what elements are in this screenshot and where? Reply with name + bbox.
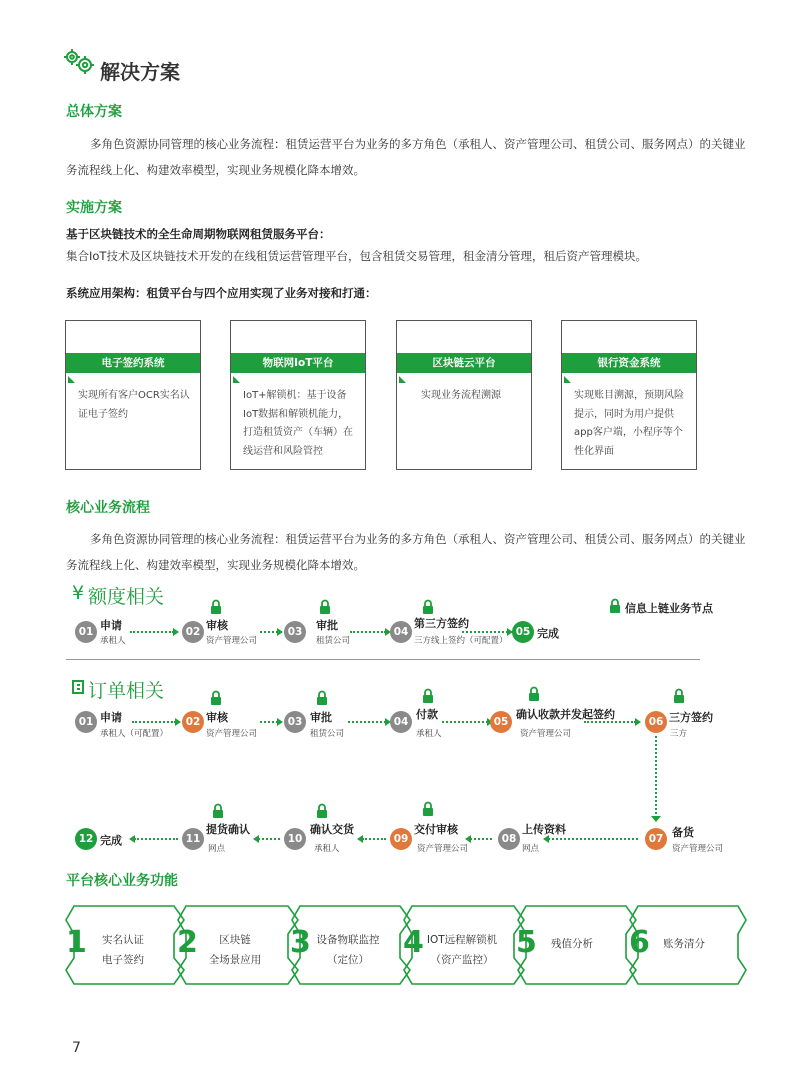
function-line: 实名认证 <box>102 934 144 946</box>
impl-heading: 实施方案 <box>66 200 122 216</box>
step-label: 完成 <box>537 627 559 640</box>
overview-paragraph: 多角色资源协同管理的核心业务流程：租赁运营平台为业务的多方角色（承租人、资产管理公司、租赁公司、服务网点）的关键业务流程线上化、构建效率模型，实现业务规模化降本增效。 <box>66 137 746 177</box>
step-label: 审批 <box>316 619 338 632</box>
system-box-esign <box>65 320 201 470</box>
function-item-5 <box>536 934 608 954</box>
lock-icon <box>210 690 222 706</box>
function-line: 电子签约 <box>102 954 144 966</box>
step-label: 第三方签约 <box>414 617 469 630</box>
quota-step-02: 02 <box>182 621 204 643</box>
corner-marker <box>564 376 571 383</box>
step-role: 资产管理公司 <box>206 729 258 739</box>
order-icon <box>72 680 84 694</box>
order-step-06: 06 <box>645 711 667 733</box>
order-title: 订单相关 <box>88 680 165 702</box>
lock-icon <box>609 598 621 614</box>
step-role: 资产管理公司 <box>520 729 572 739</box>
order-step-12: 12 <box>75 828 97 850</box>
functions-heading: 平台核心业务功能 <box>66 873 178 889</box>
flow-arrow <box>470 838 492 840</box>
function-number: 5 <box>516 925 537 960</box>
step-label: 审核 <box>206 711 228 724</box>
flow-arrow <box>548 838 638 840</box>
page-title: 解决方案 <box>100 60 180 84</box>
function-item-2 <box>196 930 274 970</box>
function-item-4 <box>419 930 505 970</box>
order-step-08: 08 <box>498 828 520 850</box>
flow-arrow <box>442 721 488 723</box>
step-label: 备货 <box>672 826 694 839</box>
flow-arrow <box>350 631 386 633</box>
step-label: 确认收款并发起签约 <box>516 708 615 721</box>
function-line: IOT远程解锁机 <box>426 934 498 946</box>
order-step-05: 05 <box>490 711 512 733</box>
flow-arrow <box>584 721 636 723</box>
lock-icon <box>210 599 222 615</box>
function-line: 区块链 <box>219 934 251 946</box>
impl-subheading-1: 基于区块链技术的全生命周期物联网租赁服务平台： <box>66 227 331 241</box>
flow-arrow <box>462 631 508 633</box>
core-paragraph: 多角色资源协同管理的核心业务流程：租赁运营平台为业务的多方角色（承租人、资产管理公司、租赁公司、服务网点）的关键业务流程线上化、构建效率模型，实现业务规模化降本增效。 <box>66 532 746 572</box>
lock-icon <box>422 801 434 817</box>
step-label: 审批 <box>310 711 332 724</box>
lock-icon <box>319 599 331 615</box>
lock-icon <box>422 599 434 615</box>
function-item-1 <box>84 930 162 970</box>
function-number: 3 <box>290 925 311 960</box>
order-step-10: 10 <box>284 828 306 850</box>
step-label: 交付审核 <box>414 823 458 836</box>
system-name: 电子签约系统 <box>66 353 200 373</box>
function-number: 4 <box>403 925 424 960</box>
step-label: 审核 <box>206 619 228 632</box>
flow-arrow <box>260 721 278 723</box>
impl-subheading-2: 系统应用架构：租赁平台与四个应用实现了业务对接和打通： <box>66 286 377 300</box>
flow-arrow <box>362 838 386 840</box>
lock-icon <box>316 803 328 819</box>
system-name: 区块链云平台 <box>397 353 531 373</box>
step-label: 上传资料 <box>522 823 566 836</box>
flow-arrow <box>130 631 174 633</box>
step-role: 资产管理公司 <box>206 636 258 646</box>
function-line: （定位） <box>327 954 369 966</box>
step-role: 三方 <box>670 729 688 739</box>
step-role: 网点 <box>522 844 540 854</box>
lock-icon <box>673 688 685 704</box>
core-heading: 核心业务流程 <box>66 500 150 516</box>
step-label: 申请 <box>100 711 122 724</box>
function-line: 全场景应用 <box>208 954 262 966</box>
step-label: 申请 <box>100 619 122 632</box>
system-desc: 实现业务流程溯源 <box>421 390 501 401</box>
step-role: 三方线上签约（可配置） <box>414 636 508 646</box>
order-step-04: 04 <box>390 711 412 733</box>
flow-arrow <box>258 838 280 840</box>
system-desc: IoT+解锁机：基于设备IoT数据和解锁机能力，打造租赁资产（车辆）在线运营和风险管控 <box>243 390 353 457</box>
function-line: 设备物联监控 <box>316 934 380 946</box>
order-step-11: 11 <box>182 828 204 850</box>
flow-arrow <box>348 721 386 723</box>
quota-step-03: 03 <box>284 621 306 643</box>
system-desc: 实现所有客户OCR实名认证电子签约 <box>78 390 190 420</box>
flow-arrow <box>132 721 176 723</box>
system-name: 银行资金系统 <box>562 353 696 373</box>
overview-heading: 总体方案 <box>66 104 122 120</box>
function-line: 残值分析 <box>551 938 593 950</box>
flow-arrow <box>134 838 178 840</box>
order-step-01: 01 <box>75 711 97 733</box>
lock-icon <box>316 690 328 706</box>
step-label: 确认交货 <box>310 823 354 836</box>
quota-title: 额度相关 <box>88 586 165 608</box>
quota-step-01: 01 <box>75 621 97 643</box>
lock-icon <box>528 686 540 702</box>
corner-marker <box>68 376 75 383</box>
step-label: 付款 <box>416 708 438 721</box>
step-label: 三方签约 <box>669 711 713 724</box>
step-role: 承租人 <box>416 729 442 739</box>
flow-arrow-down <box>655 736 657 818</box>
step-role: 承租人 <box>100 636 126 646</box>
step-role: 租赁公司 <box>316 636 351 646</box>
section-divider <box>66 659 700 660</box>
function-number: 2 <box>177 925 198 960</box>
arrow-head-down <box>651 816 661 822</box>
step-role: 资产管理公司 <box>672 844 724 854</box>
impl-line-1: 集合IoT技术及区块链技术开发的在线租赁运营管理平台，包含租赁交易管理，租金清分管理，租后资产管理模块。 <box>66 249 647 263</box>
step-role: 承租人（可配置） <box>100 729 169 739</box>
function-item-3 <box>306 930 390 970</box>
system-box-bank <box>561 320 697 470</box>
lock-icon <box>422 688 434 704</box>
legend-label: 信息上链业务节点 <box>625 602 713 615</box>
lock-icon <box>212 803 224 819</box>
order-step-09: 09 <box>390 828 412 850</box>
function-line: 账务清分 <box>663 938 705 950</box>
step-label: 提货确认 <box>206 823 250 836</box>
corner-marker <box>399 376 406 383</box>
step-role: 承租人 <box>314 844 340 854</box>
step-label: 完成 <box>100 834 122 847</box>
order-step-07: 07 <box>645 828 667 850</box>
step-role: 网点 <box>208 844 226 854</box>
gears-icon <box>62 46 98 76</box>
system-box-iot <box>230 320 366 470</box>
order-step-03: 03 <box>284 711 306 733</box>
flow-arrow <box>260 631 278 633</box>
function-line: （资产监控） <box>430 954 494 966</box>
system-box-blockchain <box>396 320 532 470</box>
system-name: 物联网IoT平台 <box>231 353 365 373</box>
function-number: 1 <box>66 925 87 960</box>
corner-marker <box>233 376 240 383</box>
order-step-02: 02 <box>182 711 204 733</box>
quota-step-04: 04 <box>390 621 412 643</box>
function-item-6 <box>648 934 720 954</box>
quota-step-05: 05 <box>512 621 534 643</box>
step-role: 资产管理公司 <box>417 844 469 854</box>
system-desc: 实现账目溯源，预期风险提示，同时为用户提供app客户端，小程序等个性化界面 <box>574 390 684 457</box>
page-number: 7 <box>72 1040 81 1056</box>
function-number: 6 <box>629 925 650 960</box>
step-role: 租赁公司 <box>310 729 345 739</box>
yen-icon: ¥ <box>72 582 85 604</box>
